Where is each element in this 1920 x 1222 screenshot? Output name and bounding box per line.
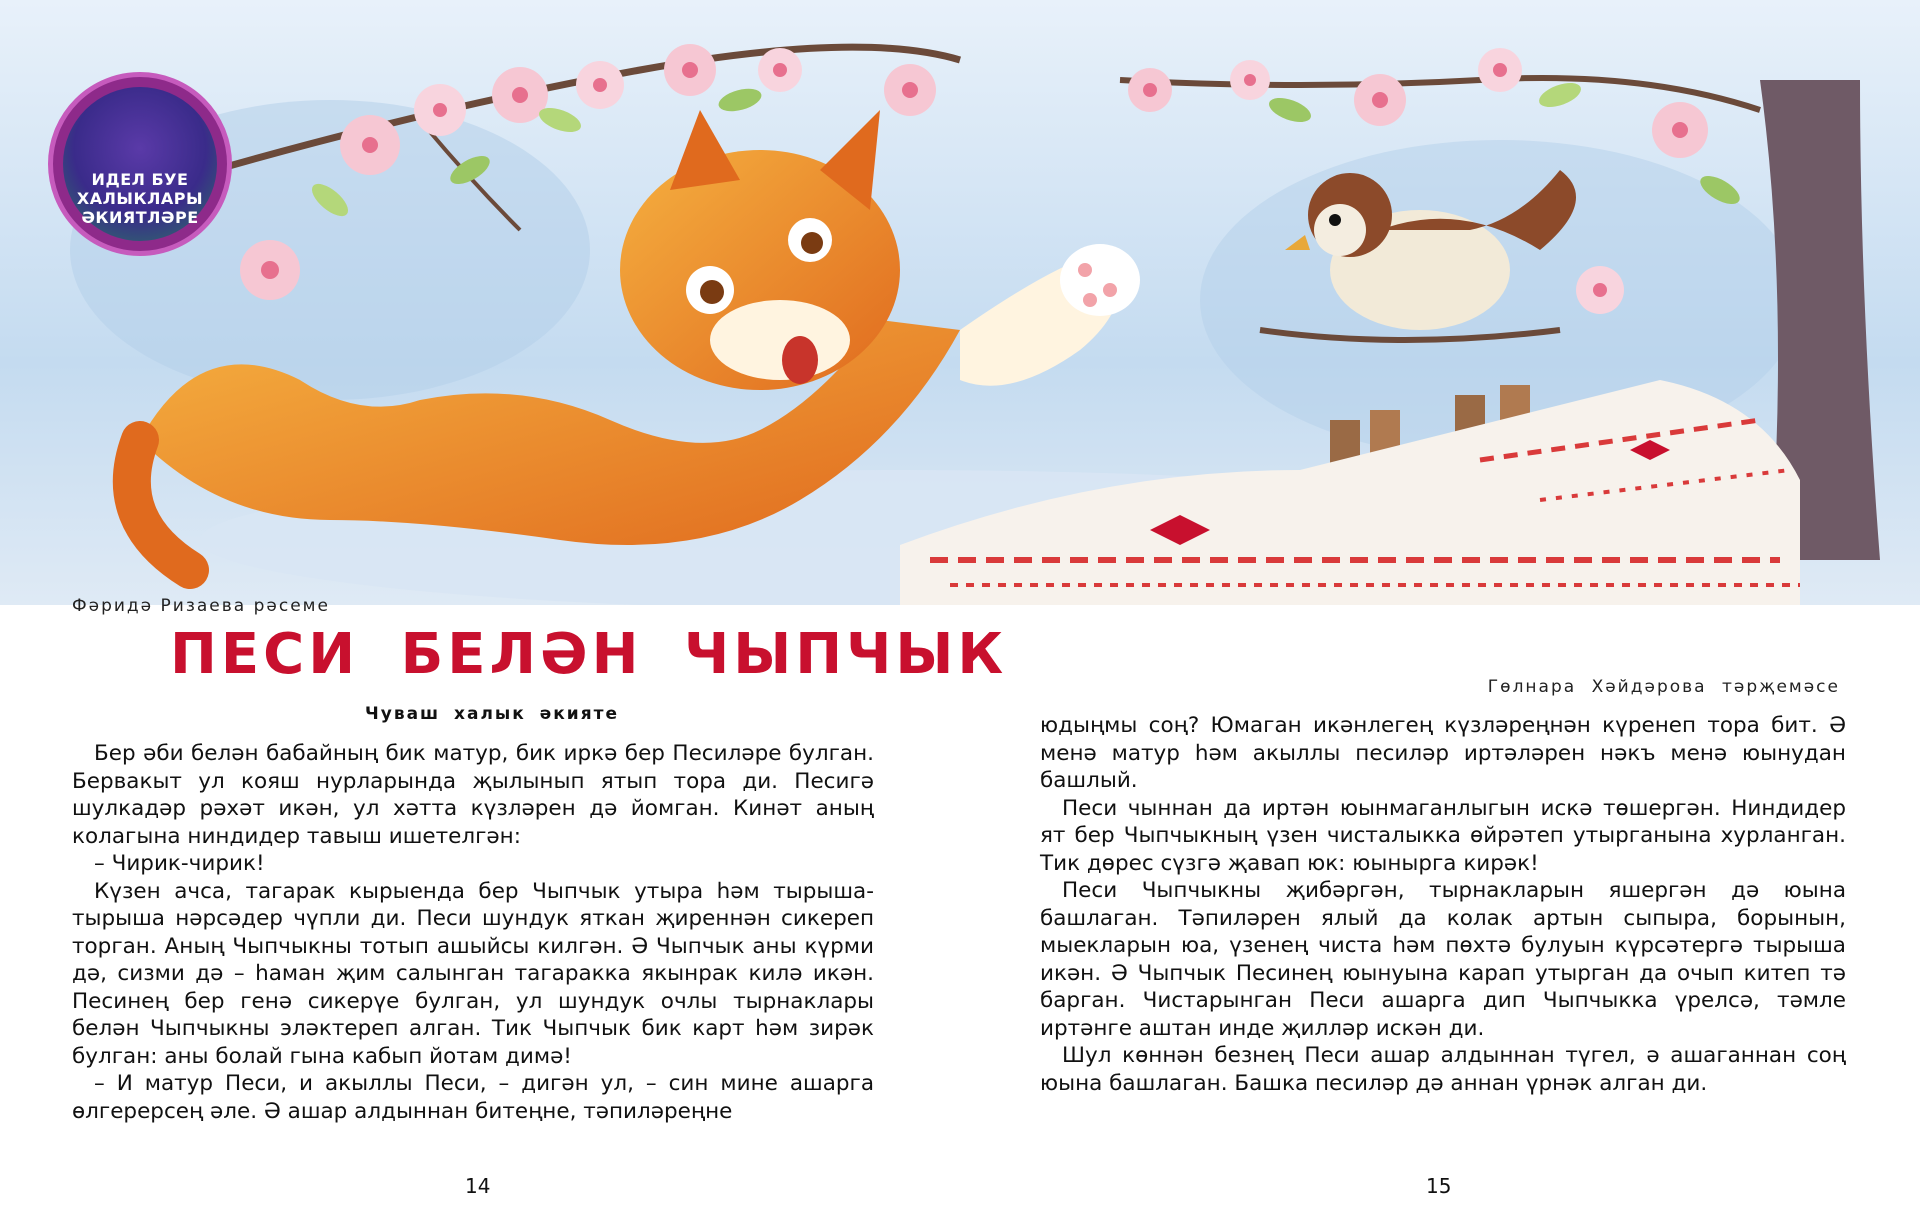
right-page-text <box>1040 712 1846 1097</box>
translator-credit: Гөлнара Хәйдәрова тәрҗемәсе <box>1487 677 1840 697</box>
paragraph: юдыңмы соң? Юмаган икәнлегең күзләреңнән күренеп тора бит. Ә менә матур һәм акыллы песиләр иртәләрен нәкъ менә юынудан башлый. <box>1040 713 1846 793</box>
paragraph: Шул көннән безнең Песи ашар алдыннан түгел, ә ашаганнан соң юына башлаган. Башка песиләр дә аннан үрнәк алган ди. <box>1040 1043 1846 1096</box>
paragraph: – И матур Песи, и акыллы Песи, – дигән ул, – син мине ашарга өлгерерсең әле. Ә ашар алдыннан битеңне, тәпиләреңне <box>72 1071 874 1124</box>
left-page-text <box>72 740 874 1125</box>
badge-line-1: ИДЕЛ БУЕ <box>91 170 189 189</box>
paragraph: Песи чыннан да иртән юынмаганлыгын искә төшергән. Ниндидер ят бер Чыпчыкның үзен чисталыкка өйрәтеп утырганына хурланган. Тик дөрес сүзгә җавап юк: юынырга кирәк! <box>1040 795 1846 876</box>
badge-line-2: ХАЛЫКЛАРЫ <box>76 189 204 208</box>
story-title: ПЕСИ БЕЛӘН ЧЫПЧЫК <box>170 622 1008 687</box>
story-subtitle: Чуваш халык әкияте <box>365 704 620 724</box>
series-badge <box>48 72 232 256</box>
paragraph: Песи Чыпчыкны җибәргән, тырнакларын яшергән дә юына башлаган. Тәпиләрен ялый да колак артын сыпыра, борынын, мыекларын юа, үзенең чиста һәм пөхтә булуын күрсәтергә тырыша икән. Ә Чыпчык Песинең юынуына карап утырган да очып китеп тә барган. Чистарынган Песи ашарга дип Чыпчыкка үрелсә, тәмле иртәнге аштан инде җилләр искән ди. <box>1040 878 1846 1041</box>
paragraph: Күзен ачса, тагарак кырыенда бер Чыпчык утыра һәм тырыша-тырыша нәрсәдер чүпли ди. Песи шундук яткан җиреннән сикереп торган. Аның Чыпчыкны тотып ашыйсы килгән. Ә Чыпчык аны күрми дә, сизми дә – һаман җим салынган тагаракка якынрак килә икән. Песинең бер генә сикерүе булган, ул шундук очлы тырнаклары белән Чыпчыкны эләктереп алган. Тик Чыпчык бик карт һәм зирәк булган: аны болай гына кабып йотам димә! <box>72 878 874 1069</box>
page-number-left: 14 <box>465 1174 491 1198</box>
cover-illustration <box>0 0 1920 605</box>
illustration-art <box>0 0 1920 605</box>
illustrator-credit: Фәридә Ризаева рәсеме <box>72 596 330 616</box>
paragraph: Бер әби белән бабайның бик матур, бик иркә бер Песиләре булган. Бервакыт ул кояш нурларында җылынып ятып тора ди. Песигә шулкадәр рәхәт икән, ул хәтта күзләрен дә йомган. Кинәт аның колагына ниндидер тавыш ишетелгән: <box>72 741 874 849</box>
page-number-right: 15 <box>1426 1174 1452 1198</box>
badge-line-3: ӘКИЯТЛӘРЕ <box>81 208 199 227</box>
paragraph: – Чирик-чирик! <box>94 851 265 876</box>
